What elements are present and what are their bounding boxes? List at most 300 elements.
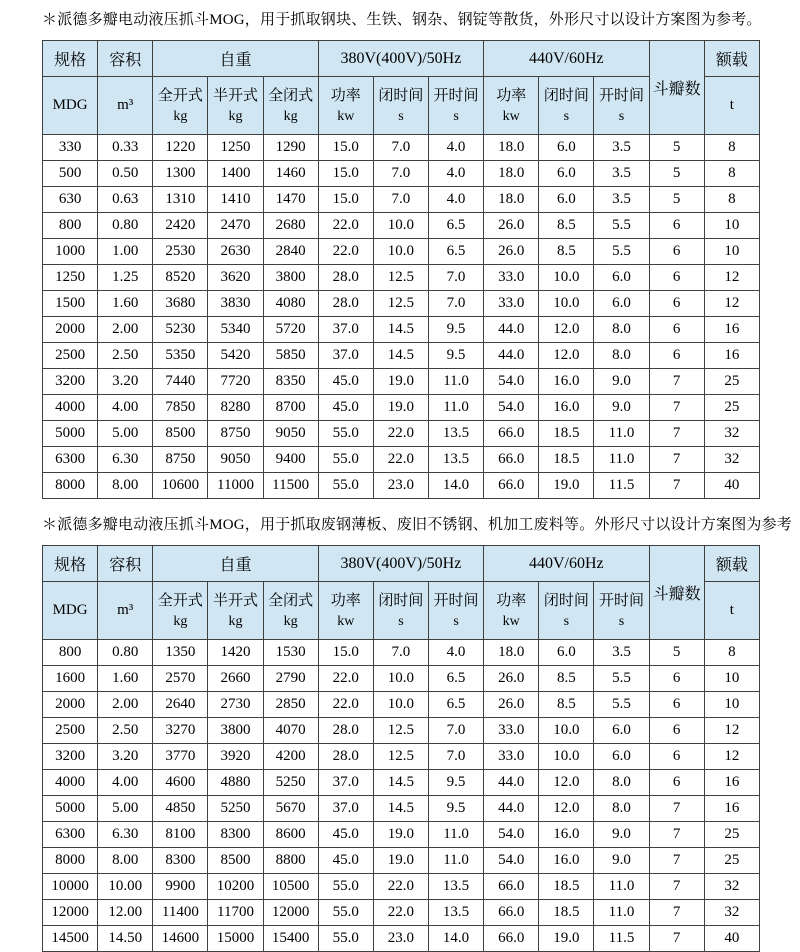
table-cell: 11000 (208, 473, 263, 499)
table-cell: 2.50 (98, 718, 153, 744)
header-cell: MDG (43, 77, 98, 135)
table-cell: 15400 (263, 926, 318, 952)
table-cell: 8500 (153, 421, 208, 447)
header-cell (153, 77, 208, 135)
table-cell: 14.5 (373, 317, 428, 343)
table-cell: 5.5 (594, 666, 649, 692)
table-cell: 8300 (153, 848, 208, 874)
table-cell: 13.5 (428, 874, 483, 900)
table-cell: 4080 (263, 291, 318, 317)
header-unit: kw (502, 108, 520, 124)
table-cell: 6.0 (539, 187, 594, 213)
header-cell (484, 77, 539, 135)
header-unit: kg (283, 108, 298, 124)
header-cell: 斗瓣数 (649, 546, 704, 640)
table-cell: 18.5 (539, 447, 594, 473)
table-cell: 37.0 (318, 770, 373, 796)
table-cell: 28.0 (318, 718, 373, 744)
header-label: 功率 (330, 87, 361, 104)
table-cell: 28.0 (318, 265, 373, 291)
table-row (43, 822, 760, 848)
table-cell: 22.0 (318, 666, 373, 692)
table-cell: 3680 (153, 291, 208, 317)
table-cell: 10200 (208, 874, 263, 900)
header-cell: m³ (98, 77, 153, 135)
table-cell: 10.0 (539, 265, 594, 291)
table-cell: 6 (649, 692, 704, 718)
table-cell: 7 (649, 926, 704, 952)
table-cell: 6300 (43, 447, 98, 473)
table-row (43, 239, 760, 265)
table-cell: 19.0 (539, 473, 594, 499)
table-cell: 55.0 (318, 421, 373, 447)
table-cell: 45.0 (318, 822, 373, 848)
table-cell: 5.00 (98, 796, 153, 822)
table-cell: 15.0 (318, 640, 373, 666)
header-cell (428, 582, 483, 640)
table-cell: 2470 (208, 213, 263, 239)
table-body (43, 135, 760, 499)
table-cell: 12.0 (539, 343, 594, 369)
table-cell: 10600 (153, 473, 208, 499)
table-cell: 26.0 (484, 692, 539, 718)
table-cell: 33.0 (484, 718, 539, 744)
table-cell: 4.0 (428, 640, 483, 666)
table-cell: 66.0 (484, 900, 539, 926)
table-cell: 8000 (43, 473, 98, 499)
table-cell: 8.5 (539, 666, 594, 692)
table-cell: 10.0 (373, 213, 428, 239)
table-cell: 5 (649, 640, 704, 666)
table-row (43, 848, 760, 874)
table-cell: 12.5 (373, 718, 428, 744)
table-cell: 19.0 (373, 848, 428, 874)
table-cell: 3.5 (594, 135, 649, 161)
table-cell: 8 (704, 161, 759, 187)
table-row (43, 187, 760, 213)
table-cell: 9.5 (428, 796, 483, 822)
header-label: 开时间 (598, 87, 644, 104)
table-cell: 7.0 (428, 265, 483, 291)
table-cell: 18.0 (484, 640, 539, 666)
table-cell: 11.0 (428, 369, 483, 395)
table-cell: 1.60 (98, 291, 153, 317)
table-cell: 28.0 (318, 291, 373, 317)
table-cell: 4880 (208, 770, 263, 796)
table-cell: 54.0 (484, 848, 539, 874)
table-cell: 3800 (263, 265, 318, 291)
header-cell: 380V(400V)/50Hz (318, 546, 483, 582)
table-row (43, 926, 760, 952)
header-label: 闭时间 (378, 592, 424, 609)
header-cell (373, 77, 428, 135)
table-cell: 5.5 (594, 692, 649, 718)
header-unit: s (398, 108, 404, 124)
table-cell: 40 (704, 926, 759, 952)
table-cell: 8.0 (594, 796, 649, 822)
table-cell: 16 (704, 343, 759, 369)
table-cell: 9900 (153, 874, 208, 900)
header-label: 全开式 (157, 592, 203, 609)
table-cell: 40 (704, 473, 759, 499)
table-cell: 6 (649, 239, 704, 265)
table-cell: 2500 (43, 718, 98, 744)
table-cell: 1250 (208, 135, 263, 161)
header-cell: m³ (98, 582, 153, 640)
table-cell: 12.0 (539, 770, 594, 796)
table-cell: 2680 (263, 213, 318, 239)
table-cell: 1420 (208, 640, 263, 666)
table-cell: 8.5 (539, 239, 594, 265)
table-cell: 3200 (43, 744, 98, 770)
table-cell: 22.0 (318, 239, 373, 265)
table-cell: 14.0 (428, 926, 483, 952)
table-cell: 12 (704, 744, 759, 770)
table-cell: 11.5 (594, 926, 649, 952)
table-cell: 45.0 (318, 848, 373, 874)
table-cell: 7.0 (373, 640, 428, 666)
table-cell: 5.00 (98, 421, 153, 447)
header-cell (153, 582, 208, 640)
table-cell: 32 (704, 447, 759, 473)
table-cell: 12.5 (373, 744, 428, 770)
table-cell: 6.0 (539, 161, 594, 187)
table-cell: 55.0 (318, 874, 373, 900)
spec-table-bulk-cargo (42, 40, 760, 499)
header-label: 全闭式 (268, 592, 314, 609)
header-cell: 额载 (704, 41, 759, 77)
table-cell: 5850 (263, 343, 318, 369)
table-cell: 12 (704, 291, 759, 317)
table-cell: 3200 (43, 369, 98, 395)
table-cell: 44.0 (484, 796, 539, 822)
table-cell: 7.0 (428, 744, 483, 770)
table-cell: 10000 (43, 874, 98, 900)
table-cell: 10.0 (539, 718, 594, 744)
table-cell: 6.0 (539, 135, 594, 161)
table-cell: 54.0 (484, 369, 539, 395)
header-cell: 容积 (98, 41, 153, 77)
table-cell: 11400 (153, 900, 208, 926)
table-cell: 66.0 (484, 447, 539, 473)
header-unit: kw (502, 613, 520, 629)
table-cell: 22.0 (318, 213, 373, 239)
header-unit: s (563, 613, 570, 629)
table-cell: 10.0 (373, 239, 428, 265)
table-cell: 9.0 (594, 848, 649, 874)
table-cell: 1410 (208, 187, 263, 213)
table-cell: 10 (704, 692, 759, 718)
header-label: 全闭式 (268, 87, 314, 104)
table-cell: 66.0 (484, 473, 539, 499)
table-cell: 8.0 (594, 770, 649, 796)
table-cell: 6.0 (594, 265, 649, 291)
table-cell: 6 (649, 666, 704, 692)
table-cell: 10 (704, 213, 759, 239)
header-cell: 380V(400V)/50Hz (318, 41, 483, 77)
table-cell: 10 (704, 239, 759, 265)
table-cell: 8700 (263, 395, 318, 421)
table-cell: 0.50 (98, 161, 153, 187)
table-cell: 5000 (43, 421, 98, 447)
table-cell: 4000 (43, 770, 98, 796)
table-cell: 22.0 (373, 447, 428, 473)
table-cell: 25 (704, 822, 759, 848)
table-cell: 18.5 (539, 874, 594, 900)
header-unit: kg (173, 108, 188, 124)
header-label: 开时间 (598, 592, 644, 609)
header-label: 半开式 (212, 87, 258, 104)
table-cell: 7.0 (428, 718, 483, 744)
header-label: 开时间 (433, 592, 479, 609)
table-cell: 6300 (43, 822, 98, 848)
table-cell: 5 (649, 135, 704, 161)
table-cell: 2000 (43, 692, 98, 718)
table-cell: 7 (649, 796, 704, 822)
table-cell: 7.0 (373, 161, 428, 187)
table-cell: 37.0 (318, 796, 373, 822)
table-row (43, 421, 760, 447)
table-cell: 9.5 (428, 770, 483, 796)
header-label: 功率 (496, 87, 527, 104)
header-cell (594, 77, 649, 135)
table-cell: 9400 (263, 447, 318, 473)
table-cell: 37.0 (318, 343, 373, 369)
table-cell: 11700 (208, 900, 263, 926)
header-row-groups (43, 41, 760, 77)
table-cell: 66.0 (484, 874, 539, 900)
table-cell: 14.5 (373, 343, 428, 369)
table-cell: 3.20 (98, 744, 153, 770)
table-header (43, 41, 760, 135)
table-cell: 16.0 (539, 395, 594, 421)
table-cell: 11.0 (428, 822, 483, 848)
table-cell: 22.0 (373, 421, 428, 447)
table-cell: 16.0 (539, 848, 594, 874)
table-cell: 5420 (208, 343, 263, 369)
header-unit: s (398, 613, 404, 629)
header-cell: 规格 (43, 546, 98, 582)
table-cell: 1470 (263, 187, 318, 213)
table-cell: 25 (704, 848, 759, 874)
table-cell: 10.0 (373, 692, 428, 718)
table-cell: 12.5 (373, 265, 428, 291)
table-cell: 23.0 (373, 926, 428, 952)
table-cell: 14.50 (98, 926, 153, 952)
table-cell: 14.0 (428, 473, 483, 499)
table-cell: 4.0 (428, 187, 483, 213)
table-cell: 7.0 (428, 291, 483, 317)
table-row (43, 900, 760, 926)
header-cell (594, 582, 649, 640)
table-cell: 23.0 (373, 473, 428, 499)
table-row (43, 447, 760, 473)
table-cell: 2530 (153, 239, 208, 265)
table-cell: 15.0 (318, 135, 373, 161)
header-label: 开时间 (433, 87, 479, 104)
table-cell: 2570 (153, 666, 208, 692)
table-cell: 2790 (263, 666, 318, 692)
table-cell: 800 (43, 213, 98, 239)
table-row (43, 640, 760, 666)
table-cell: 7440 (153, 369, 208, 395)
table-cell: 5720 (263, 317, 318, 343)
table-cell: 16.0 (539, 822, 594, 848)
table-cell: 1.60 (98, 666, 153, 692)
table-cell: 8.5 (539, 213, 594, 239)
table-cell: 330 (43, 135, 98, 161)
header-cell: t (704, 582, 759, 640)
table-cell: 44.0 (484, 770, 539, 796)
header-label: 功率 (330, 592, 361, 609)
table-cell: 10.0 (539, 744, 594, 770)
table-cell: 13.5 (428, 900, 483, 926)
table-cell: 5000 (43, 796, 98, 822)
header-unit: s (453, 613, 459, 629)
table-cell: 37.0 (318, 317, 373, 343)
header-label: 全开式 (157, 87, 203, 104)
table-cell: 8 (704, 187, 759, 213)
table-cell: 11.0 (428, 395, 483, 421)
table-cell: 6.5 (428, 692, 483, 718)
table-row (43, 135, 760, 161)
table-cell: 19.0 (373, 369, 428, 395)
table-cell: 1300 (153, 161, 208, 187)
header-unit: s (618, 613, 625, 629)
table-cell: 10 (704, 666, 759, 692)
table-cell: 1250 (43, 265, 98, 291)
table-cell: 6 (649, 744, 704, 770)
table-cell: 8.00 (98, 473, 153, 499)
table-cell: 15.0 (318, 187, 373, 213)
header-unit: kw (337, 108, 355, 124)
table-cell: 11500 (263, 473, 318, 499)
table-cell: 54.0 (484, 395, 539, 421)
table-cell: 25 (704, 369, 759, 395)
table-cell: 54.0 (484, 822, 539, 848)
table-cell: 2730 (208, 692, 263, 718)
table-cell: 45.0 (318, 369, 373, 395)
table-cell: 19.0 (373, 395, 428, 421)
table-cell: 6 (649, 291, 704, 317)
table-cell: 16.0 (539, 369, 594, 395)
table-row (43, 770, 760, 796)
table-row (43, 317, 760, 343)
table-cell: 1530 (263, 640, 318, 666)
table-cell: 2.50 (98, 343, 153, 369)
table-cell: 8500 (208, 848, 263, 874)
table-cell: 18.0 (484, 187, 539, 213)
table-cell: 66.0 (484, 926, 539, 952)
header-unit: kg (228, 108, 243, 124)
table-cell: 500 (43, 161, 98, 187)
table-cell: 11.0 (594, 900, 649, 926)
table-cell: 12.5 (373, 291, 428, 317)
table-row (43, 796, 760, 822)
table-cell: 3920 (208, 744, 263, 770)
table-cell: 6.5 (428, 239, 483, 265)
table-cell: 12000 (263, 900, 318, 926)
table-cell: 4200 (263, 744, 318, 770)
table-cell: 8280 (208, 395, 263, 421)
table-row (43, 718, 760, 744)
header-cell (539, 77, 594, 135)
table-cell: 22.0 (373, 900, 428, 926)
table-cell: 3620 (208, 265, 263, 291)
table-cell: 9.5 (428, 343, 483, 369)
table-cell: 1350 (153, 640, 208, 666)
table-row (43, 265, 760, 291)
table-cell: 10.0 (539, 291, 594, 317)
table-cell: 6.5 (428, 213, 483, 239)
table-cell: 33.0 (484, 265, 539, 291)
table-cell: 8000 (43, 848, 98, 874)
table-cell: 9.0 (594, 822, 649, 848)
table-cell: 7720 (208, 369, 263, 395)
header-cell: 容积 (98, 546, 153, 582)
table-cell: 8300 (208, 822, 263, 848)
table-header (43, 546, 760, 640)
table-cell: 4850 (153, 796, 208, 822)
table-cell: 7 (649, 447, 704, 473)
table-cell: 6.5 (428, 666, 483, 692)
table-cell: 9050 (208, 447, 263, 473)
header-cell (428, 77, 483, 135)
table-cell: 8600 (263, 822, 318, 848)
header-cell (373, 582, 428, 640)
table-cell: 9.0 (594, 369, 649, 395)
table-cell: 22.0 (373, 874, 428, 900)
table-cell: 7 (649, 822, 704, 848)
table2-caption: ＊派德多瓣电动液压抓斗MOG，用于抓取废钢薄板、废旧不锈钢、机加工废料等。外形尺寸以设计方案图为参考 (42, 517, 793, 533)
table-cell: 8350 (263, 369, 318, 395)
header-unit: s (618, 108, 625, 124)
table-cell: 10500 (263, 874, 318, 900)
table-cell: 15000 (208, 926, 263, 952)
table-cell: 4.00 (98, 395, 153, 421)
table-cell: 12.0 (539, 317, 594, 343)
table-cell: 11.0 (428, 848, 483, 874)
table-cell: 1600 (43, 666, 98, 692)
table-cell: 4.00 (98, 770, 153, 796)
table-cell: 0.63 (98, 187, 153, 213)
table-cell: 16 (704, 770, 759, 796)
header-unit: kw (337, 613, 355, 629)
table-cell: 7.0 (373, 135, 428, 161)
header-unit: kg (283, 613, 298, 629)
table-cell: 18.5 (539, 900, 594, 926)
table-cell: 11.5 (594, 473, 649, 499)
header-cell (208, 582, 263, 640)
table-cell: 4.0 (428, 135, 483, 161)
table-cell: 55.0 (318, 447, 373, 473)
table-cell: 55.0 (318, 900, 373, 926)
table-cell: 9050 (263, 421, 318, 447)
table-row (43, 744, 760, 770)
table-row (43, 213, 760, 239)
table-row (43, 666, 760, 692)
table-cell: 12.00 (98, 900, 153, 926)
table-cell: 6 (649, 265, 704, 291)
table-cell: 11.0 (594, 874, 649, 900)
table-row (43, 473, 760, 499)
table-cell: 0.80 (98, 213, 153, 239)
table-row (43, 343, 760, 369)
table-cell: 9.5 (428, 317, 483, 343)
table-cell: 55.0 (318, 473, 373, 499)
header-unit: s (563, 108, 570, 124)
table-cell: 2420 (153, 213, 208, 239)
